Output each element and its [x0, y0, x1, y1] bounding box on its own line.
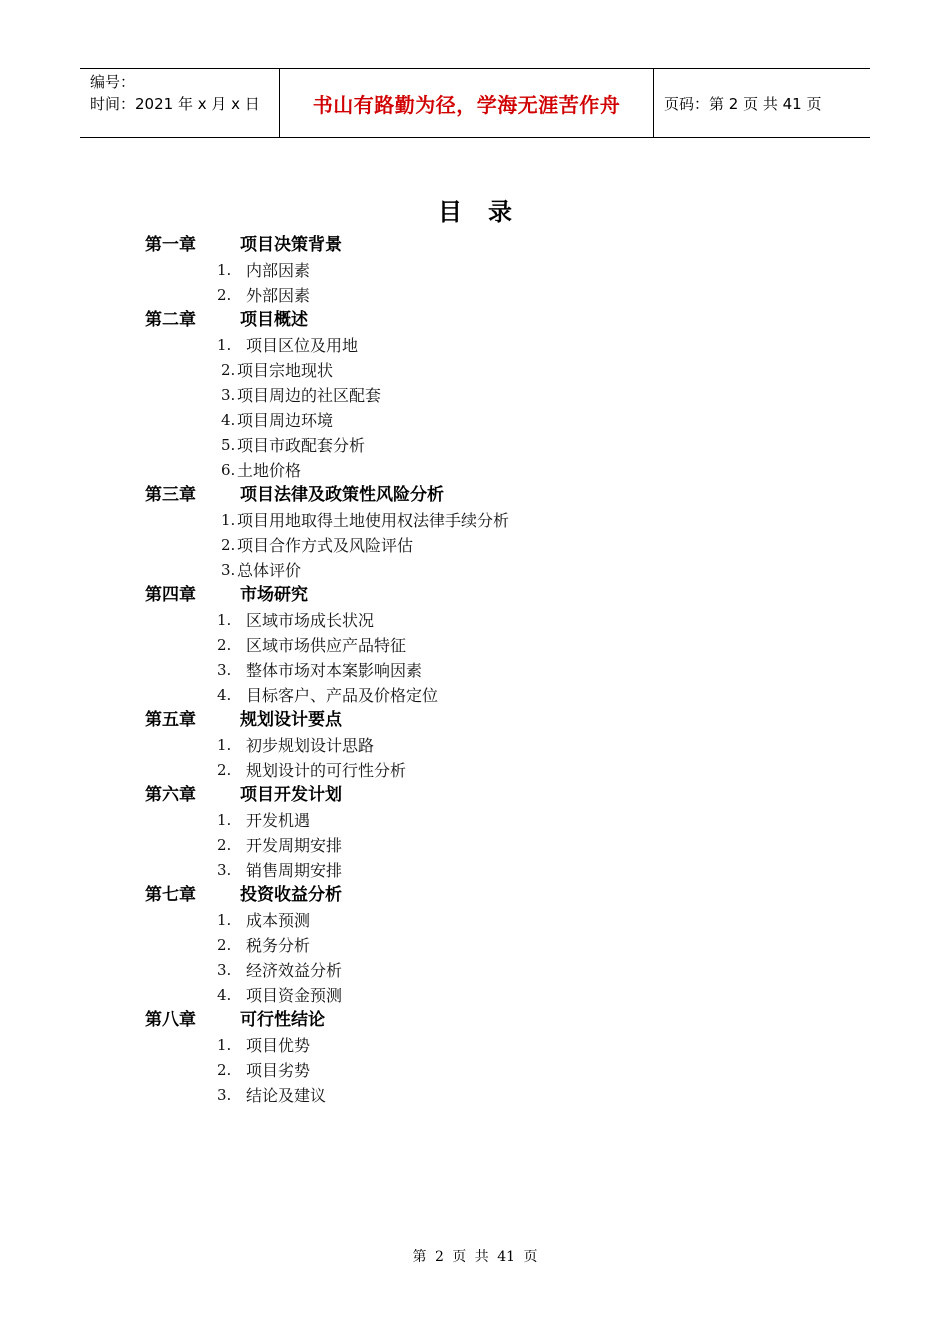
item-number: 1. [217, 261, 232, 279]
chapter-title: 规划设计要点 [240, 710, 342, 730]
toc-chapter [0, 483, 950, 508]
header-motto: 书山有路勤为径，学海无涯苦作舟 [280, 69, 654, 137]
item-number: 4. [217, 686, 232, 704]
chapter-number: 第五章 [145, 710, 196, 730]
table-of-contents [0, 233, 950, 1108]
item-number: 2. [221, 536, 236, 554]
toc-item [0, 833, 950, 858]
item-number: 1. [217, 736, 232, 754]
item-number: 1. [217, 336, 232, 354]
toc-item [0, 283, 950, 308]
toc-chapter [0, 783, 950, 808]
item-number: 2. [217, 836, 232, 854]
chapter-title: 可行性结论 [240, 1010, 325, 1030]
item-number: 1. [221, 511, 236, 529]
item-title: 整体市场对本案影响因素 [246, 661, 423, 680]
toc-item [0, 1058, 950, 1083]
item-title: 项目周边环境 [237, 411, 334, 430]
toc-chapter [0, 1008, 950, 1033]
toc-item [0, 858, 950, 883]
chapter-title: 项目概述 [240, 310, 308, 330]
date-label: 时间：2021 年 x 月 x 日 [90, 95, 260, 113]
toc-item [0, 658, 950, 683]
toc-item [0, 458, 950, 483]
toc-item [0, 558, 950, 583]
item-title: 项目周边的社区配套 [237, 386, 382, 405]
toc-title: 目录 [438, 198, 538, 226]
item-number: 2. [221, 361, 236, 379]
toc-item [0, 733, 950, 758]
toc-item [0, 958, 950, 983]
toc-item [0, 433, 950, 458]
item-number: 4. [217, 986, 232, 1004]
item-title: 规划设计的可行性分析 [246, 761, 407, 780]
item-title: 项目资金预测 [246, 986, 343, 1005]
toc-item [0, 1083, 950, 1108]
chapter-number: 第四章 [145, 585, 196, 605]
item-title: 项目市政配套分析 [237, 436, 366, 455]
item-title: 经济效益分析 [246, 961, 343, 980]
toc-item [0, 633, 950, 658]
toc-item [0, 358, 950, 383]
toc-item [0, 333, 950, 358]
item-title: 项目优势 [246, 1036, 311, 1055]
toc-chapter [0, 583, 950, 608]
item-title: 成本预测 [246, 911, 311, 930]
item-title: 内部因素 [246, 261, 311, 280]
item-number: 1. [217, 811, 232, 829]
item-title: 总体评价 [237, 561, 302, 580]
header-page-info: 页码：第 2 页 共 41 页 [664, 94, 822, 113]
chapter-number: 第六章 [145, 785, 196, 805]
toc-item [0, 258, 950, 283]
toc-item [0, 383, 950, 408]
chapter-title: 项目法律及政策性风险分析 [240, 485, 444, 505]
item-number: 2. [217, 936, 232, 954]
toc-item [0, 533, 950, 558]
chapter-number: 第三章 [145, 485, 196, 505]
chapter-number: 第七章 [145, 885, 196, 905]
toc-chapter [0, 883, 950, 908]
item-number: 3. [217, 961, 232, 979]
item-title: 区域市场成长状况 [246, 611, 375, 630]
toc-item [0, 683, 950, 708]
item-number: 1. [217, 1036, 232, 1054]
item-title: 初步规划设计思路 [246, 736, 375, 755]
item-number: 3. [221, 386, 236, 404]
toc-item [0, 908, 950, 933]
item-number: 5. [221, 436, 236, 454]
item-title: 外部因素 [246, 286, 311, 305]
item-number: 2. [217, 761, 232, 779]
item-title: 区域市场供应产品特征 [246, 636, 407, 655]
toc-item [0, 933, 950, 958]
chapter-title: 项目决策背景 [240, 235, 342, 255]
item-number: 2. [217, 1061, 232, 1079]
chapter-title: 项目开发计划 [240, 785, 342, 805]
item-title: 项目宗地现状 [237, 361, 334, 380]
toc-chapter [0, 308, 950, 333]
page-footer: 第 2 页 共 41 页 [412, 1249, 538, 1265]
item-number: 1. [217, 911, 232, 929]
chapter-title: 投资收益分析 [240, 885, 342, 905]
item-number: 1. [217, 611, 232, 629]
chapter-number: 第八章 [145, 1010, 196, 1030]
page-header [80, 68, 870, 138]
item-title: 开发机遇 [246, 811, 311, 830]
item-number: 3. [217, 1086, 232, 1104]
item-title: 目标客户、产品及价格定位 [246, 686, 439, 705]
toc-item [0, 508, 950, 533]
number-label: 编号： [90, 73, 136, 91]
item-title: 项目合作方式及风险评估 [237, 536, 414, 555]
header-meta [80, 69, 280, 137]
item-title: 销售周期安排 [246, 861, 343, 880]
item-title: 项目用地取得土地使用权法律手续分析 [237, 511, 510, 530]
chapter-title: 市场研究 [240, 585, 308, 605]
chapter-number: 第二章 [145, 310, 196, 330]
item-title: 项目区位及用地 [246, 336, 359, 355]
item-number: 4. [221, 411, 236, 429]
toc-chapter [0, 708, 950, 733]
item-number: 3. [221, 561, 236, 579]
toc-item [0, 1033, 950, 1058]
item-number: 2. [217, 286, 232, 304]
item-title: 税务分析 [246, 936, 311, 955]
chapter-number: 第一章 [145, 235, 196, 255]
item-number: 2. [217, 636, 232, 654]
item-number: 3. [217, 861, 232, 879]
toc-chapter [0, 233, 950, 258]
item-number: 3. [217, 661, 232, 679]
toc-item [0, 408, 950, 433]
toc-item [0, 758, 950, 783]
item-title: 结论及建议 [246, 1086, 327, 1105]
item-title: 土地价格 [237, 461, 302, 480]
item-title: 项目劣势 [246, 1061, 311, 1080]
toc-item [0, 808, 950, 833]
item-title: 开发周期安排 [246, 836, 343, 855]
toc-item [0, 608, 950, 633]
item-number: 6. [221, 461, 236, 479]
toc-item [0, 983, 950, 1008]
